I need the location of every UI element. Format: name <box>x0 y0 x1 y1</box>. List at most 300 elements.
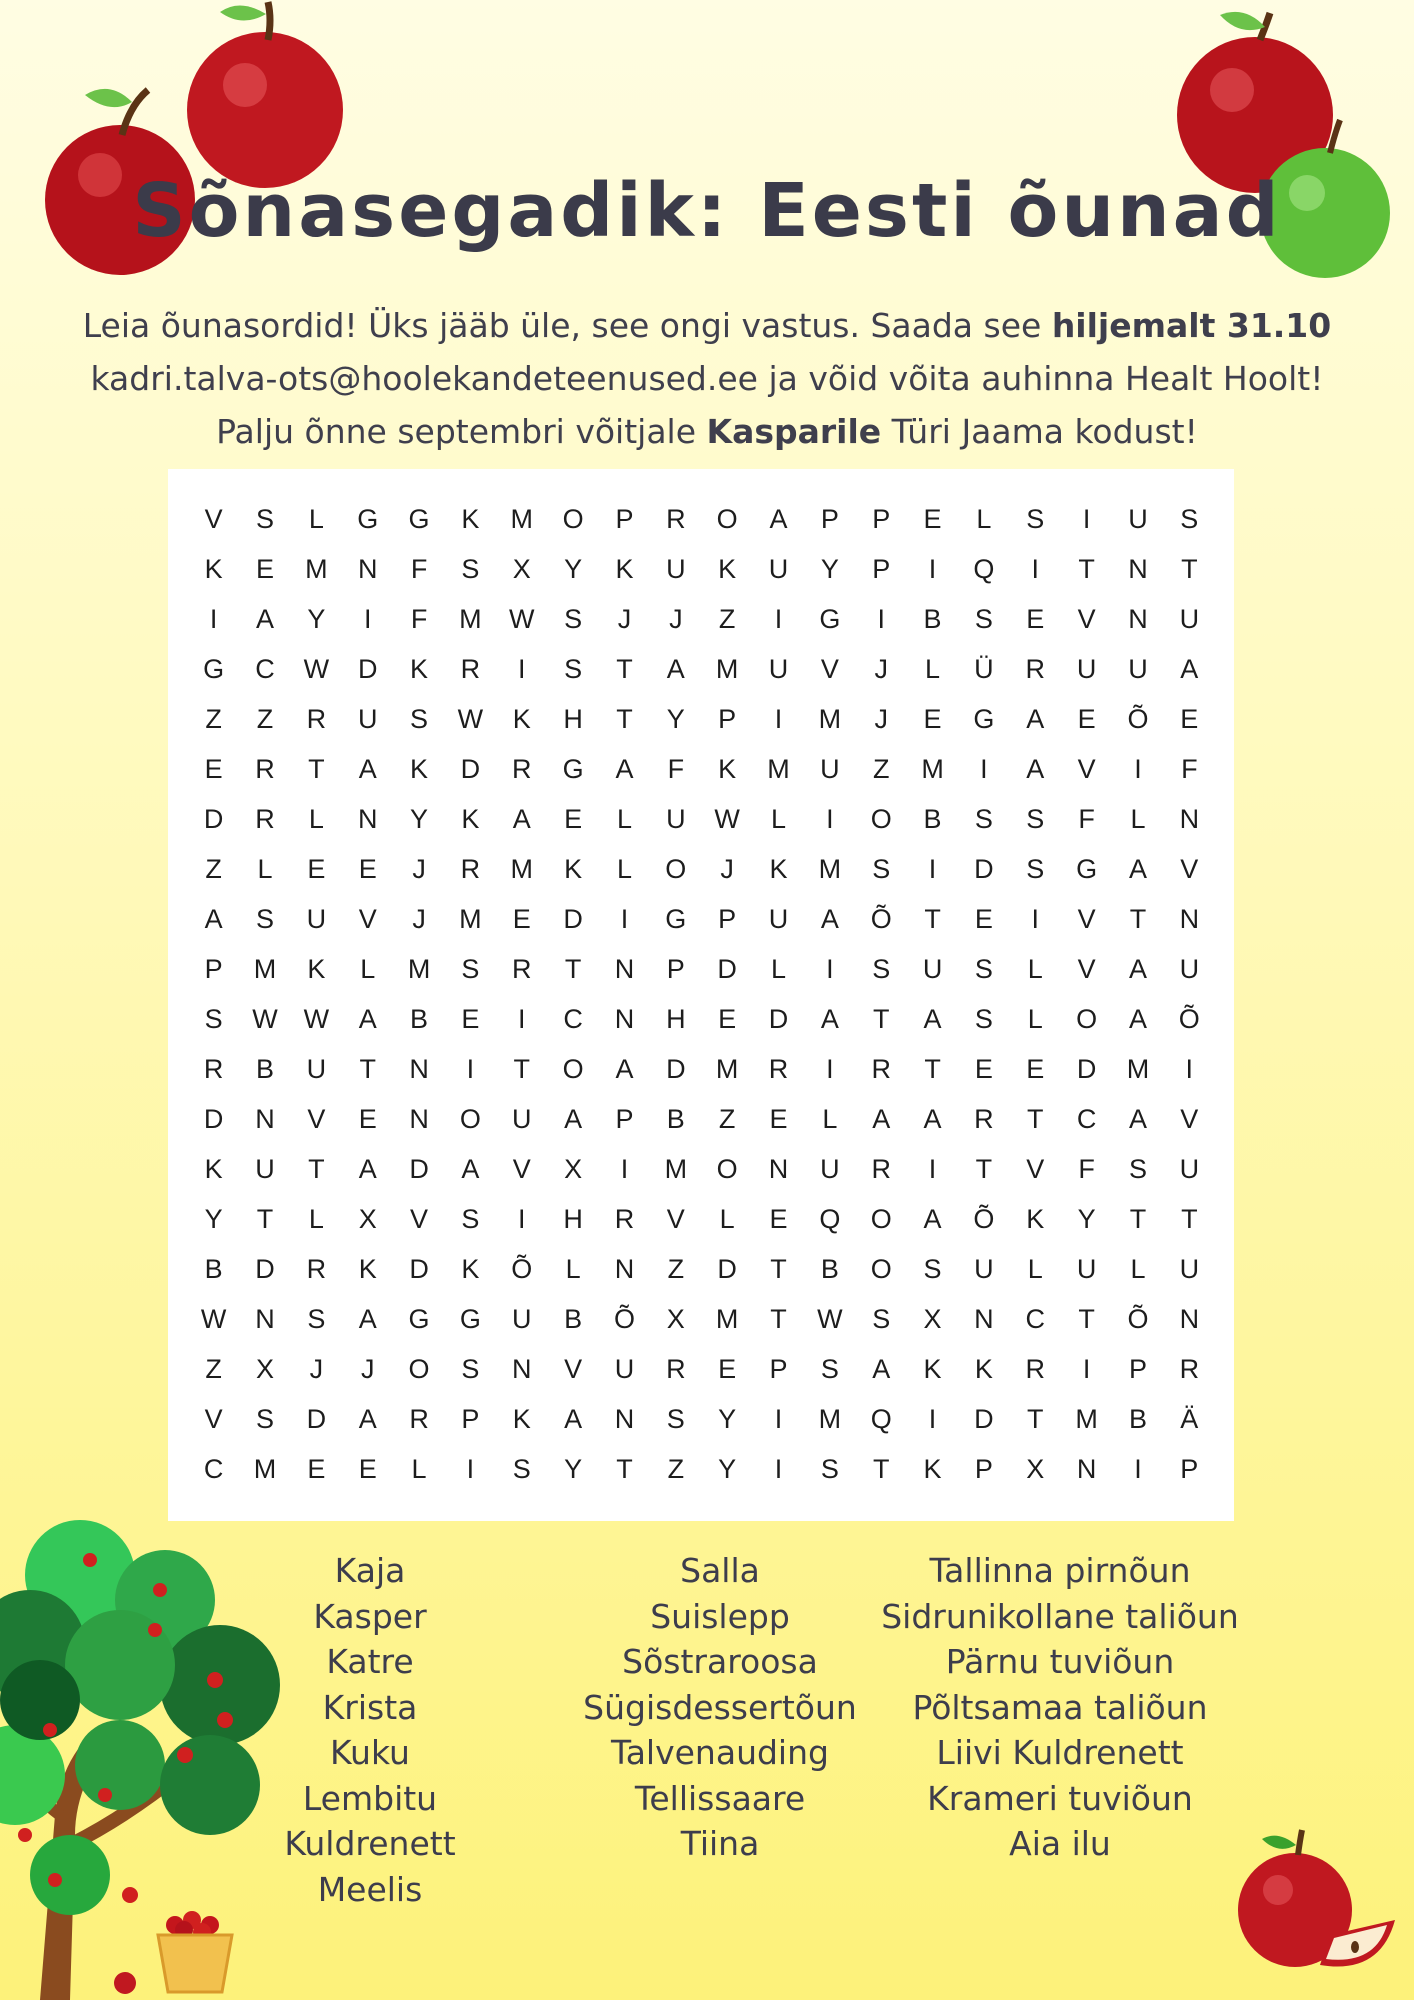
word-item: Pärnu tuviõun <box>945 1642 1175 1681</box>
grid-letter: U <box>1179 953 1200 984</box>
grid-letter: I <box>363 603 372 634</box>
grid-letter: A <box>615 1053 634 1084</box>
grid-letter: I <box>1082 1353 1091 1384</box>
grid-letter: M <box>459 903 482 934</box>
grid-letter: S <box>256 903 275 934</box>
grid-letter: F <box>667 753 685 784</box>
word-item: Meelis <box>317 1869 423 1909</box>
grid-letter: D <box>1076 1053 1097 1084</box>
grid-letter: K <box>512 703 531 734</box>
grid-letter: Õ <box>1178 1003 1200 1034</box>
grid-letter: I <box>928 853 937 884</box>
grid-letter: A <box>820 903 839 934</box>
grid-letter: O <box>870 803 892 834</box>
grid-letter: A <box>1180 653 1199 684</box>
grid-letter: B <box>666 1103 685 1134</box>
grid-letter: P <box>666 953 685 984</box>
grid-letter: U <box>1179 1153 1200 1184</box>
grid-letter: S <box>256 1403 275 1434</box>
grid-letter: R <box>871 1153 891 1184</box>
grid-letter: E <box>1026 603 1045 634</box>
grid-letter: G <box>203 653 225 684</box>
grid-letter: I <box>518 1203 526 1234</box>
word-item: Suislepp <box>650 1596 790 1636</box>
grid-letter: E <box>769 1103 788 1134</box>
grid-letter: E <box>358 853 377 884</box>
grid-letter: S <box>1128 1153 1147 1184</box>
grid-letter: E <box>1077 703 1096 734</box>
grid-letter: S <box>820 1453 839 1484</box>
grid-letter: X <box>564 1153 583 1184</box>
grid-letter: J <box>617 603 632 634</box>
grid-letter: K <box>410 653 429 684</box>
grid-letter: Z <box>718 603 736 634</box>
grid-letter: D <box>306 1403 327 1434</box>
grid-letter: L <box>1027 953 1043 984</box>
grid-letter: L <box>616 803 632 834</box>
grid-letter: A <box>358 753 377 784</box>
grid-letter: M <box>253 1453 277 1484</box>
grid-letter: K <box>974 1353 993 1384</box>
grid-letter: X <box>358 1203 377 1234</box>
grid-letter: E <box>1180 703 1199 734</box>
grid-letter: S <box>872 953 891 984</box>
grid-letter: S <box>256 503 275 534</box>
grid-letter: E <box>512 903 531 934</box>
grid-letter: Ü <box>974 653 994 684</box>
grid-letter: V <box>1180 1103 1199 1134</box>
grid-letter: A <box>564 1403 583 1434</box>
grid-letter: I <box>1185 1053 1194 1084</box>
grid-letter: T <box>1181 553 1198 584</box>
grid-letter: W <box>200 1303 227 1334</box>
grid-letter: T <box>616 703 633 734</box>
grid-letter: L <box>771 953 787 984</box>
grid-letter: A <box>358 1003 377 1034</box>
grid-letter: L <box>616 853 632 884</box>
grid-letter: U <box>820 1153 840 1184</box>
grid-letter: A <box>358 1303 377 1334</box>
grid-letter: V <box>1077 753 1096 784</box>
grid-letter: A <box>923 1003 942 1034</box>
grid-letter: I <box>518 1003 526 1034</box>
grid-letter: K <box>718 553 737 584</box>
grid-letter: A <box>820 1003 839 1034</box>
grid-letter: T <box>359 1053 376 1084</box>
grid-letter: I <box>774 1403 783 1434</box>
grid-letter: W <box>252 1003 278 1034</box>
grid-letter: R <box>666 1353 686 1384</box>
grid-letter: G <box>408 503 430 534</box>
grid-letter: T <box>1181 1203 1198 1234</box>
grid-letter: J <box>360 1353 375 1384</box>
grid-letter: G <box>408 1303 430 1334</box>
grid-letter: O <box>665 853 687 884</box>
grid-letter: Q <box>973 553 995 584</box>
word-item: Salla <box>680 1551 760 1590</box>
grid-letter: L <box>411 1453 427 1484</box>
word-item: Põltsamaa taliõun <box>912 1687 1208 1727</box>
grid-letter: T <box>616 1453 633 1484</box>
word-item: Kuldrenett <box>284 1824 456 1863</box>
grid-letter: M <box>664 1153 688 1184</box>
grid-letter: A <box>769 503 788 534</box>
grid-letter: D <box>717 953 737 984</box>
grid-letter: M <box>818 853 842 884</box>
grid-letter: A <box>461 1153 480 1184</box>
grid-letter: R <box>203 1053 224 1084</box>
grid-letter: T <box>770 1303 787 1334</box>
grid-letter: I <box>466 1053 475 1084</box>
grid-letter: N <box>1179 903 1200 934</box>
grid-letter: G <box>665 903 687 934</box>
grid-letter: P <box>615 1103 634 1134</box>
grid-letter: S <box>461 1203 480 1234</box>
intro-text: Palju õnne septembri võitjale <box>216 412 707 451</box>
grid-letter: M <box>715 1303 739 1334</box>
word-search-grid-panel <box>168 469 1234 1521</box>
grid-letter: D <box>974 1403 994 1434</box>
grid-letter: L <box>976 503 992 534</box>
grid-letter: U <box>1076 653 1097 684</box>
grid-letter: L <box>257 853 273 884</box>
grid-letter: R <box>460 853 481 884</box>
grid-letter: I <box>928 553 937 584</box>
grid-letter: R <box>255 753 275 784</box>
grid-letter: P <box>718 703 737 734</box>
grid-letter: C <box>203 1453 224 1484</box>
word-item: Sõstraroosa <box>622 1642 818 1681</box>
grid-letter: N <box>1128 553 1148 584</box>
grid-letter: O <box>562 1053 584 1084</box>
grid-letter: F <box>1078 803 1095 834</box>
grid-letter: Õ <box>973 1203 995 1234</box>
grid-letter: B <box>923 603 942 634</box>
word-item: Katre <box>326 1642 414 1681</box>
grid-letter: E <box>358 1453 377 1484</box>
grid-letter: E <box>923 703 942 734</box>
grid-letter: I <box>774 703 783 734</box>
grid-letter: L <box>1027 1253 1043 1284</box>
grid-letter: R <box>974 1103 994 1134</box>
grid-letter: E <box>718 1353 737 1384</box>
grid-letter: U <box>974 1253 994 1284</box>
grid-letter: E <box>564 803 583 834</box>
grid-letter: I <box>774 603 783 634</box>
grid-letter: P <box>615 503 634 534</box>
grid-letter: L <box>822 1103 838 1134</box>
grid-letter: J <box>412 903 426 934</box>
grid-letter: V <box>358 903 377 934</box>
grid-letter: I <box>209 603 218 634</box>
grid-letter: M <box>510 853 534 884</box>
grid-letter: C <box>563 1003 583 1034</box>
grid-letter: R <box>1025 1353 1046 1384</box>
grid-letter: T <box>975 1153 993 1184</box>
grid-letter: D <box>768 1003 789 1034</box>
grid-letter: A <box>256 603 275 634</box>
grid-letter: T <box>924 903 941 934</box>
grid-letter: I <box>466 1453 475 1484</box>
grid-letter: U <box>512 1303 532 1334</box>
grid-letter: N <box>255 1303 275 1334</box>
grid-letter: T <box>1129 903 1147 934</box>
grid-letter: T <box>1027 1103 1044 1134</box>
apple-basket-icon <box>150 1900 240 1995</box>
grid-letter: G <box>1076 853 1098 884</box>
grid-letter: L <box>1130 803 1146 834</box>
grid-letter: N <box>357 803 378 834</box>
grid-letter: V <box>204 1403 223 1434</box>
grid-letter: Q <box>870 1403 892 1434</box>
grid-letter: P <box>1180 1453 1199 1484</box>
grid-letter: U <box>357 703 378 734</box>
grid-letter: K <box>512 1403 531 1434</box>
grid-letter: S <box>564 603 583 634</box>
grid-letter: K <box>358 1253 377 1284</box>
grid-letter: J <box>669 603 683 634</box>
grid-letter: Y <box>410 803 429 834</box>
grid-letter: U <box>614 1353 635 1384</box>
grid-letter: Y <box>564 553 583 584</box>
grid-letter: C <box>1076 1103 1097 1134</box>
grid-letter: D <box>974 853 994 884</box>
grid-letter: S <box>204 1003 223 1034</box>
word-item: Tallinna pirnõun <box>929 1551 1191 1590</box>
grid-letter: W <box>817 1303 843 1334</box>
grid-letter: K <box>410 753 429 784</box>
grid-letter: M <box>715 653 739 684</box>
grid-letter: E <box>461 1003 480 1034</box>
grid-letter: N <box>512 1353 532 1384</box>
grid-letter: U <box>1128 503 1148 534</box>
grid-letter: T <box>513 1053 531 1084</box>
grid-letter: B <box>923 803 942 834</box>
grid-letter: E <box>974 903 993 934</box>
grid-letter: E <box>1026 1053 1045 1084</box>
grid-letter: Ä <box>1180 1403 1199 1434</box>
grid-letter: W <box>457 703 484 734</box>
grid-letter: Õ <box>613 1303 635 1334</box>
grid-letter: G <box>819 603 841 634</box>
grid-letter: X <box>666 1303 685 1334</box>
word-item: Sügisdessertõun <box>583 1687 857 1727</box>
grid-letter: V <box>307 1103 326 1134</box>
grid-letter: S <box>410 703 429 734</box>
grid-letter: N <box>409 1053 429 1084</box>
grid-letter: S <box>820 1353 839 1384</box>
grid-letter: B <box>256 1053 275 1084</box>
grid-letter: N <box>1179 1303 1200 1334</box>
grid-letter: U <box>768 903 789 934</box>
grid-letter: P <box>204 953 223 984</box>
grid-letter: E <box>256 553 275 584</box>
grid-letter: B <box>564 1303 583 1334</box>
grid-letter: U <box>512 1103 532 1134</box>
word-item: Lembitu <box>302 1778 438 1818</box>
grid-letter: R <box>512 753 532 784</box>
grid-letter: K <box>769 853 788 884</box>
grid-letter: I <box>518 653 526 684</box>
grid-letter: K <box>307 953 326 984</box>
grid-letter: W <box>714 803 740 834</box>
grid-letter: Z <box>205 703 222 734</box>
grid-letter: Z <box>667 1253 685 1284</box>
grid-letter: Y <box>307 603 326 634</box>
word-item: Kuku <box>330 1733 410 1772</box>
grid-letter: D <box>203 803 224 834</box>
grid-letter: L <box>1130 1253 1146 1284</box>
grid-letter: S <box>974 603 993 634</box>
grid-letter: O <box>870 1203 892 1234</box>
grid-letter: V <box>512 1153 531 1184</box>
grid-letter: P <box>872 503 891 534</box>
grid-letter: S <box>461 1353 480 1384</box>
grid-letter: S <box>461 953 480 984</box>
grid-letter: A <box>1026 703 1045 734</box>
grid-letter: I <box>928 1153 937 1184</box>
grid-letter: P <box>1128 1353 1147 1384</box>
grid-letter: T <box>1027 1403 1044 1434</box>
grid-letter: E <box>769 1203 788 1234</box>
grid-letter: Y <box>820 553 839 584</box>
grid-letter: U <box>306 1053 327 1084</box>
intro-text: Leia õunasordid! Üks jääb üle, see ongi vastus. Saada see <box>82 306 1052 345</box>
grid-letter: K <box>1026 1203 1045 1234</box>
grid-letter: N <box>1179 803 1200 834</box>
apple-tree-icon <box>0 1515 290 2000</box>
grid-letter: G <box>357 503 379 534</box>
grid-letter: R <box>1179 1353 1200 1384</box>
grid-letter: H <box>563 703 583 734</box>
grid-letter: T <box>616 653 633 684</box>
grid-letter: I <box>1031 903 1040 934</box>
grid-letter: X <box>1026 1453 1045 1484</box>
grid-letter: W <box>303 653 330 684</box>
grid-letter: K <box>461 1253 480 1284</box>
grid-letter: P <box>974 1453 993 1484</box>
grid-letter: J <box>874 653 888 684</box>
grid-letter: R <box>460 653 481 684</box>
grid-letter: N <box>614 1253 635 1284</box>
grid-letter: U <box>768 553 789 584</box>
grid-letter: P <box>872 553 891 584</box>
grid-letter: T <box>564 953 582 984</box>
grid-letter: Y <box>666 703 685 734</box>
grid-letter: Z <box>256 703 274 734</box>
grid-letter: D <box>409 1253 429 1284</box>
word-item: Kaja <box>334 1551 406 1590</box>
grid-letter: Y <box>204 1203 223 1234</box>
grid-letter: U <box>1128 653 1148 684</box>
grid-letter: Q <box>819 1203 841 1234</box>
intro-line-3 <box>0 412 1414 451</box>
grid-letter: T <box>872 1003 890 1034</box>
grid-letter: N <box>974 1303 994 1334</box>
grid-letter: K <box>718 753 737 784</box>
page-title: Sõnasegadik: Eesti õunad <box>132 168 1282 254</box>
grid-letter: P <box>718 903 737 934</box>
grid-letter: K <box>461 803 480 834</box>
grid-letter: L <box>1027 1003 1043 1034</box>
grid-letter: K <box>461 503 480 534</box>
grid-letter: A <box>923 1203 942 1234</box>
grid-letter: D <box>563 903 583 934</box>
grid-letter: P <box>769 1353 788 1384</box>
intro-line-2: kadri.talva-ots@hoolekandeteenused.ee ja võid võita auhinna Healt Hoolt! <box>90 359 1324 398</box>
grid-letter: A <box>1026 753 1045 784</box>
grid-letter: A <box>666 653 685 684</box>
grid-letter: I <box>620 903 629 934</box>
word-item: Talvenauding <box>611 1733 829 1772</box>
grid-letter: M <box>1075 1403 1098 1434</box>
grid-letter: S <box>1026 503 1045 534</box>
winner-name: Kasparile <box>706 412 882 451</box>
grid-letter: I <box>774 1453 783 1484</box>
grid-letter: C <box>255 653 275 684</box>
grid-letter: L <box>565 1253 581 1284</box>
grid-letter: R <box>512 953 532 984</box>
word-list-column-2 <box>540 1548 900 1867</box>
grid-letter: M <box>459 603 482 634</box>
grid-letter: E <box>204 753 223 784</box>
grid-letter: I <box>1134 1453 1142 1484</box>
grid-letter: U <box>666 553 686 584</box>
grid-letter: I <box>826 953 834 984</box>
word-item: Kasper <box>313 1596 427 1636</box>
grid-letter: I <box>620 1153 629 1184</box>
grid-letter: Õ <box>870 903 892 934</box>
grid-letter: N <box>1076 1453 1097 1484</box>
grid-letter: S <box>974 953 993 984</box>
grid-letter: E <box>974 1053 993 1084</box>
grid-letter: V <box>666 1203 685 1234</box>
grid-letter: U <box>1076 1253 1097 1284</box>
word-search-grid <box>188 494 1215 1494</box>
grid-letter: F <box>1078 1153 1095 1184</box>
grid-letter: Y <box>718 1453 737 1484</box>
grid-letter: D <box>717 1253 737 1284</box>
grid-letter: U <box>1179 603 1200 634</box>
sliced-apple-icon <box>1230 1825 1400 1975</box>
intro-line-1 <box>0 306 1414 345</box>
grid-letter: U <box>922 953 943 984</box>
grid-letter: T <box>308 753 325 784</box>
grid-letter: I <box>826 803 834 834</box>
grid-letter: I <box>928 1403 937 1434</box>
word-item: Krista <box>322 1687 418 1727</box>
grid-letter: V <box>204 503 223 534</box>
grid-letter: A <box>615 753 634 784</box>
grid-letter: N <box>409 1103 429 1134</box>
grid-letter: D <box>460 753 481 784</box>
grid-letter: A <box>872 1103 891 1134</box>
grid-letter: A <box>564 1103 583 1134</box>
grid-letter: T <box>924 1053 941 1084</box>
grid-letter: R <box>1025 653 1046 684</box>
grid-letter: T <box>1078 1303 1095 1334</box>
grid-letter: R <box>306 703 327 734</box>
grid-letter: S <box>1026 853 1045 884</box>
grid-letter: O <box>459 1103 481 1134</box>
grid-letter: A <box>1128 853 1147 884</box>
word-item: Aia ilu <box>1009 1824 1111 1863</box>
grid-letter: K <box>564 853 583 884</box>
grid-letter: P <box>820 503 839 534</box>
grid-letter: V <box>820 653 839 684</box>
grid-letter: S <box>307 1303 326 1334</box>
grid-letter: B <box>204 1253 223 1284</box>
